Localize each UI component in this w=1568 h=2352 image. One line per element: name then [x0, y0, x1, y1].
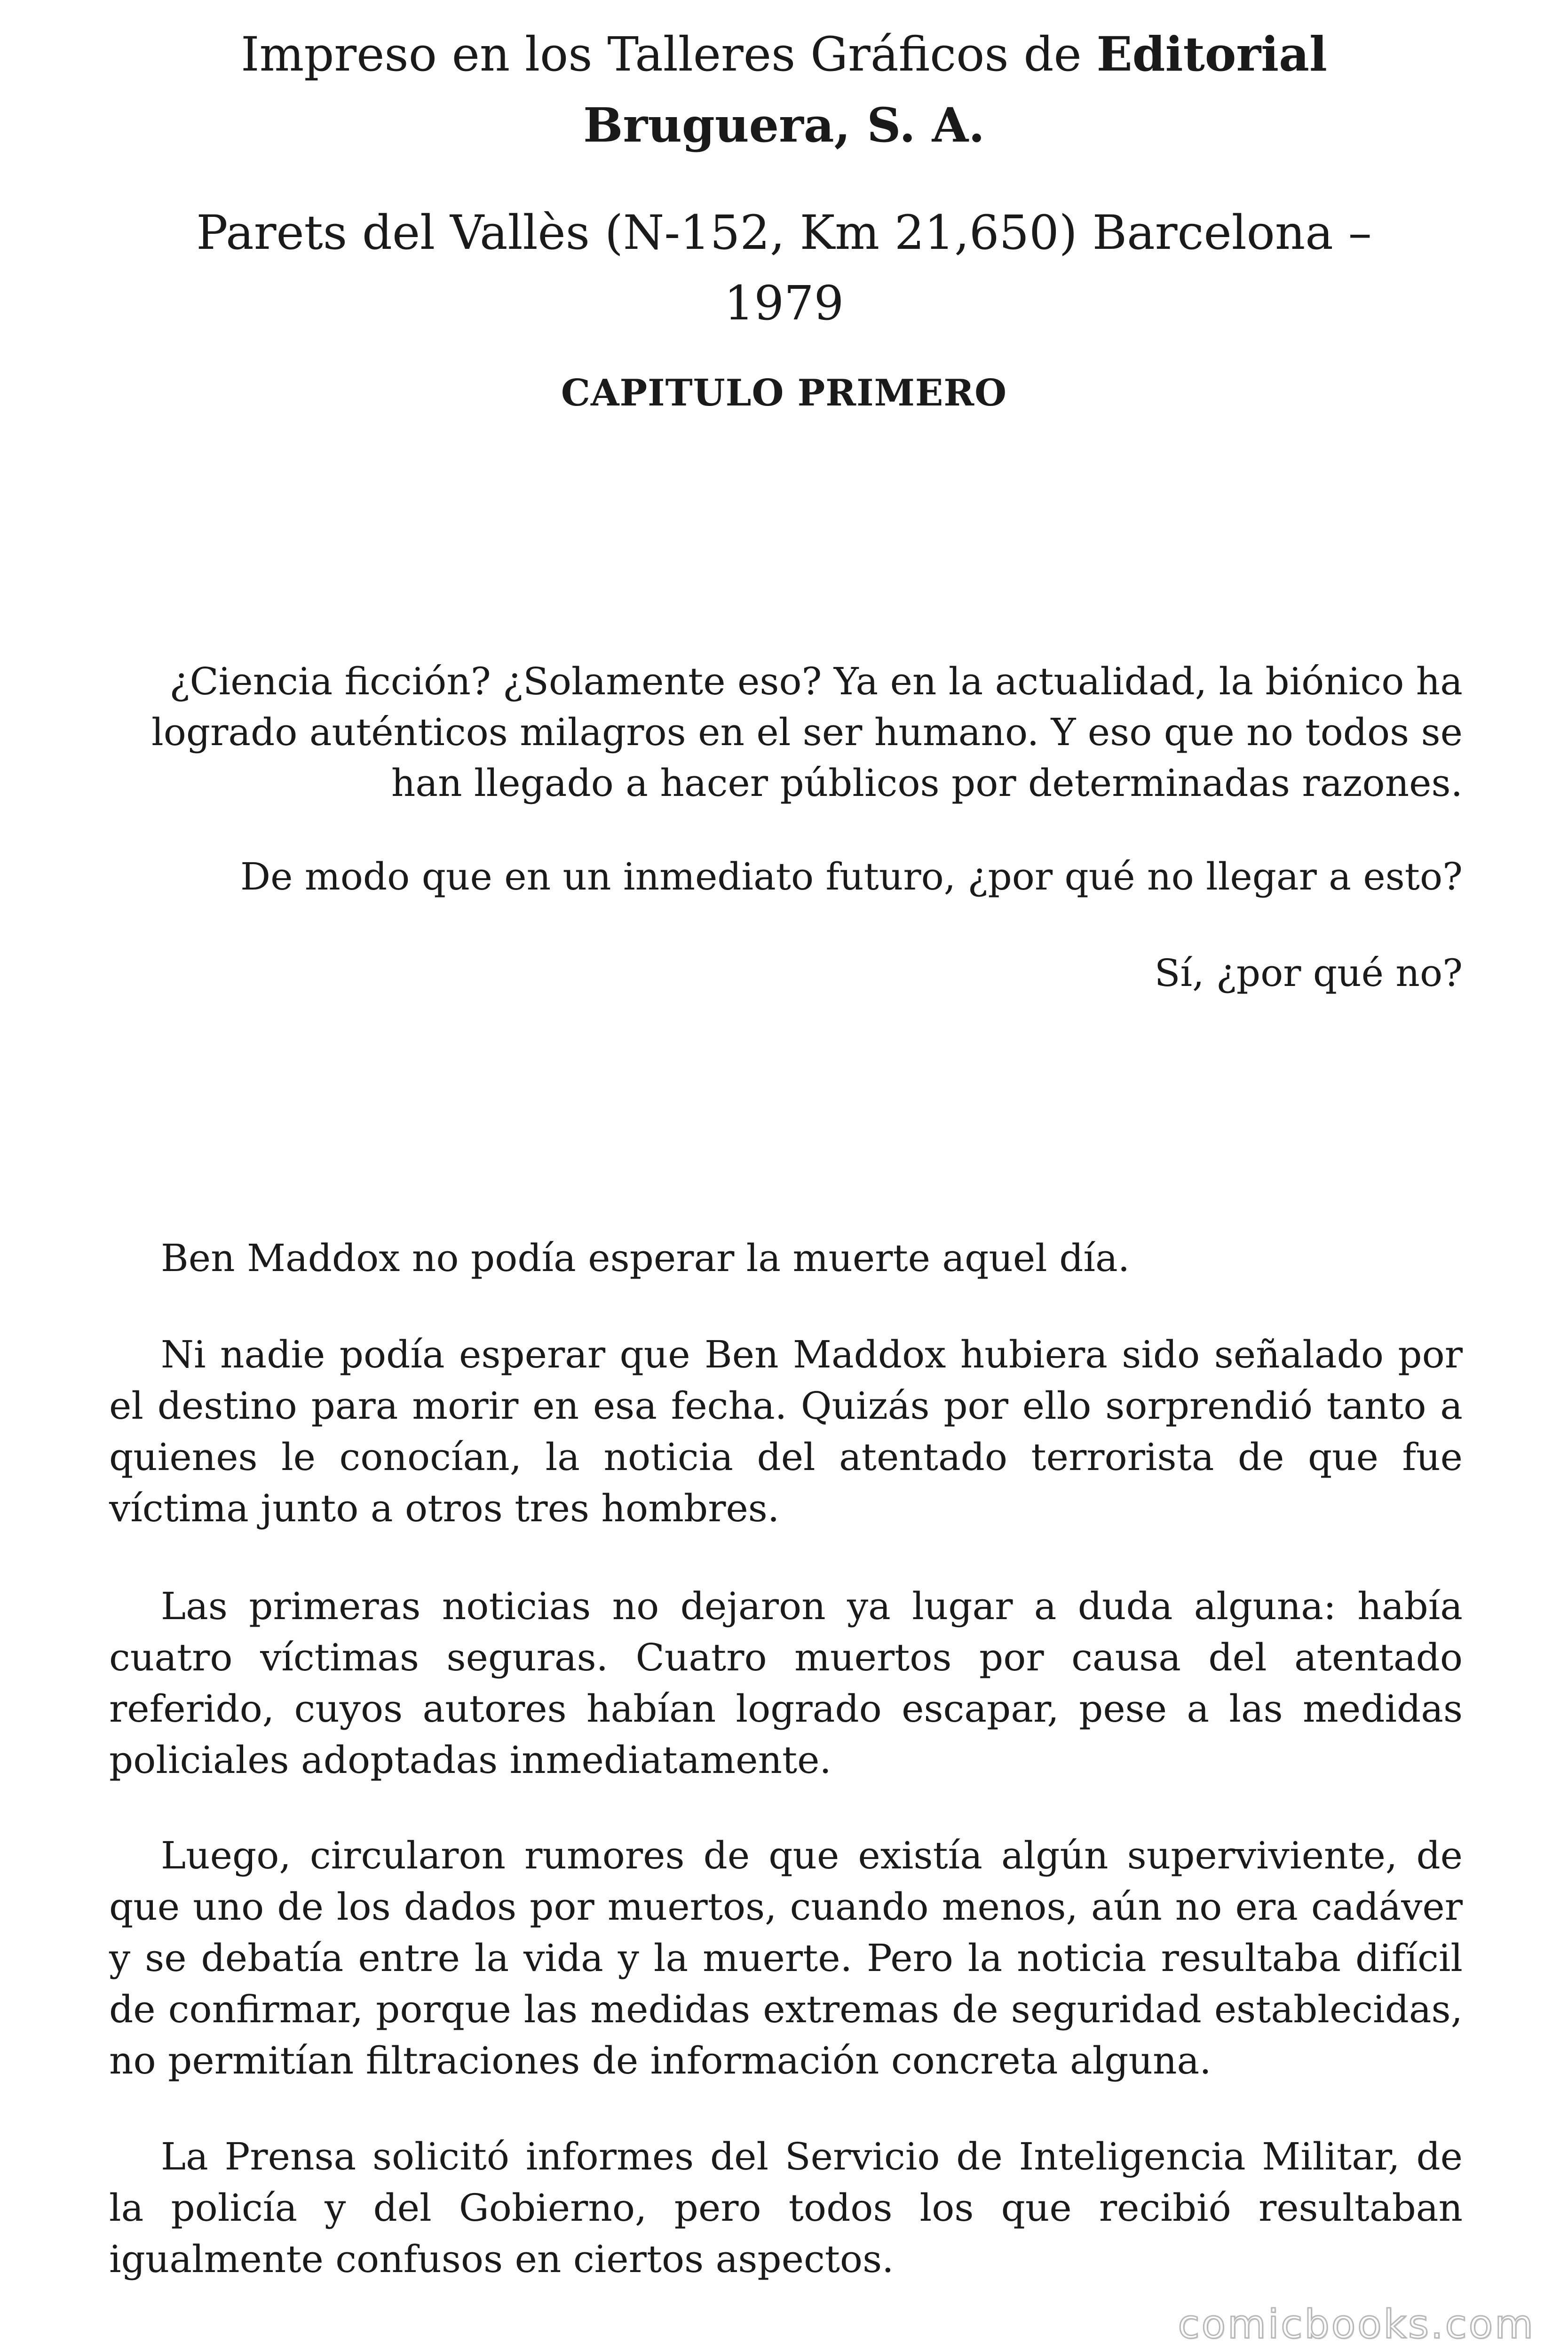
- imprint-address-line: Parets del Vallès (N-152, Km 21,650) Barcelona – 1979: [196, 205, 1372, 331]
- body-paragraph: Ben Maddox no podía esperar la muerte aquel día.: [161, 1236, 1130, 1280]
- imprint-printer-line: [141, 19, 1427, 161]
- body-paragraph: La Prensa solicitó informes del Servicio de Inteligencia Militar, de la policía y del Gobierno, pero todos los que recibió resultaban igualmente confusos en ciertos aspectos.: [109, 2135, 1463, 2281]
- body-paragraph: Luego, circularon rumores de que existía algún superviviente, de que uno de los dados por muertos, cuando menos, aún no era cadáver y se debatía entre la vida y la muerte. Pero la noticia resultaba difícil de confirmar, porque las medidas extremas de seguridad establecidas, no permitían filtraciones de información concreta alguna.: [109, 1834, 1463, 2082]
- body-paragraph: Ni nadie podía esperar que Ben Maddox hubiera sido señalado por el destino para morir en esa fecha. Quizás por ello sorprendió tanto a quienes le conocían, la noticia del atentado terrorista de que fue víctima junto a otros tres hombres.: [109, 1333, 1463, 1530]
- watermark: comicbooks.com: [1178, 2301, 1535, 2347]
- imprint-publisher-b: Bruguera, S. A.: [583, 97, 985, 153]
- chapter-heading: CAPITULO PRIMERO: [561, 372, 1007, 414]
- imprint-prefix: Impreso en los Talleres Gráficos de: [241, 27, 1097, 82]
- epigraph-paragraph: Sí, ¿por qué no?: [1154, 951, 1463, 995]
- epigraph-paragraph: ¿Ciencia ficción? ¿Solamente eso? Ya en la actualidad, la biónico ha logrado auténticos milagros en el ser humano. Y eso que no todos se han llegado a hacer públicos por determinadas razones.: [151, 660, 1463, 805]
- imprint-publisher-a: Editorial: [1096, 26, 1327, 82]
- epigraph-paragraph: De modo que en un inmediato futuro, ¿por qué no llegar a esto?: [240, 855, 1463, 898]
- body-paragraph: Las primeras noticias no dejaron ya lugar a duda alguna: había cuatro víctimas seguras. Cuatro muertos por causa del atentado referido, cuyos autores habían logrado escapar, pese a las medidas policiales adoptadas inmediatamente.: [109, 1584, 1463, 1782]
